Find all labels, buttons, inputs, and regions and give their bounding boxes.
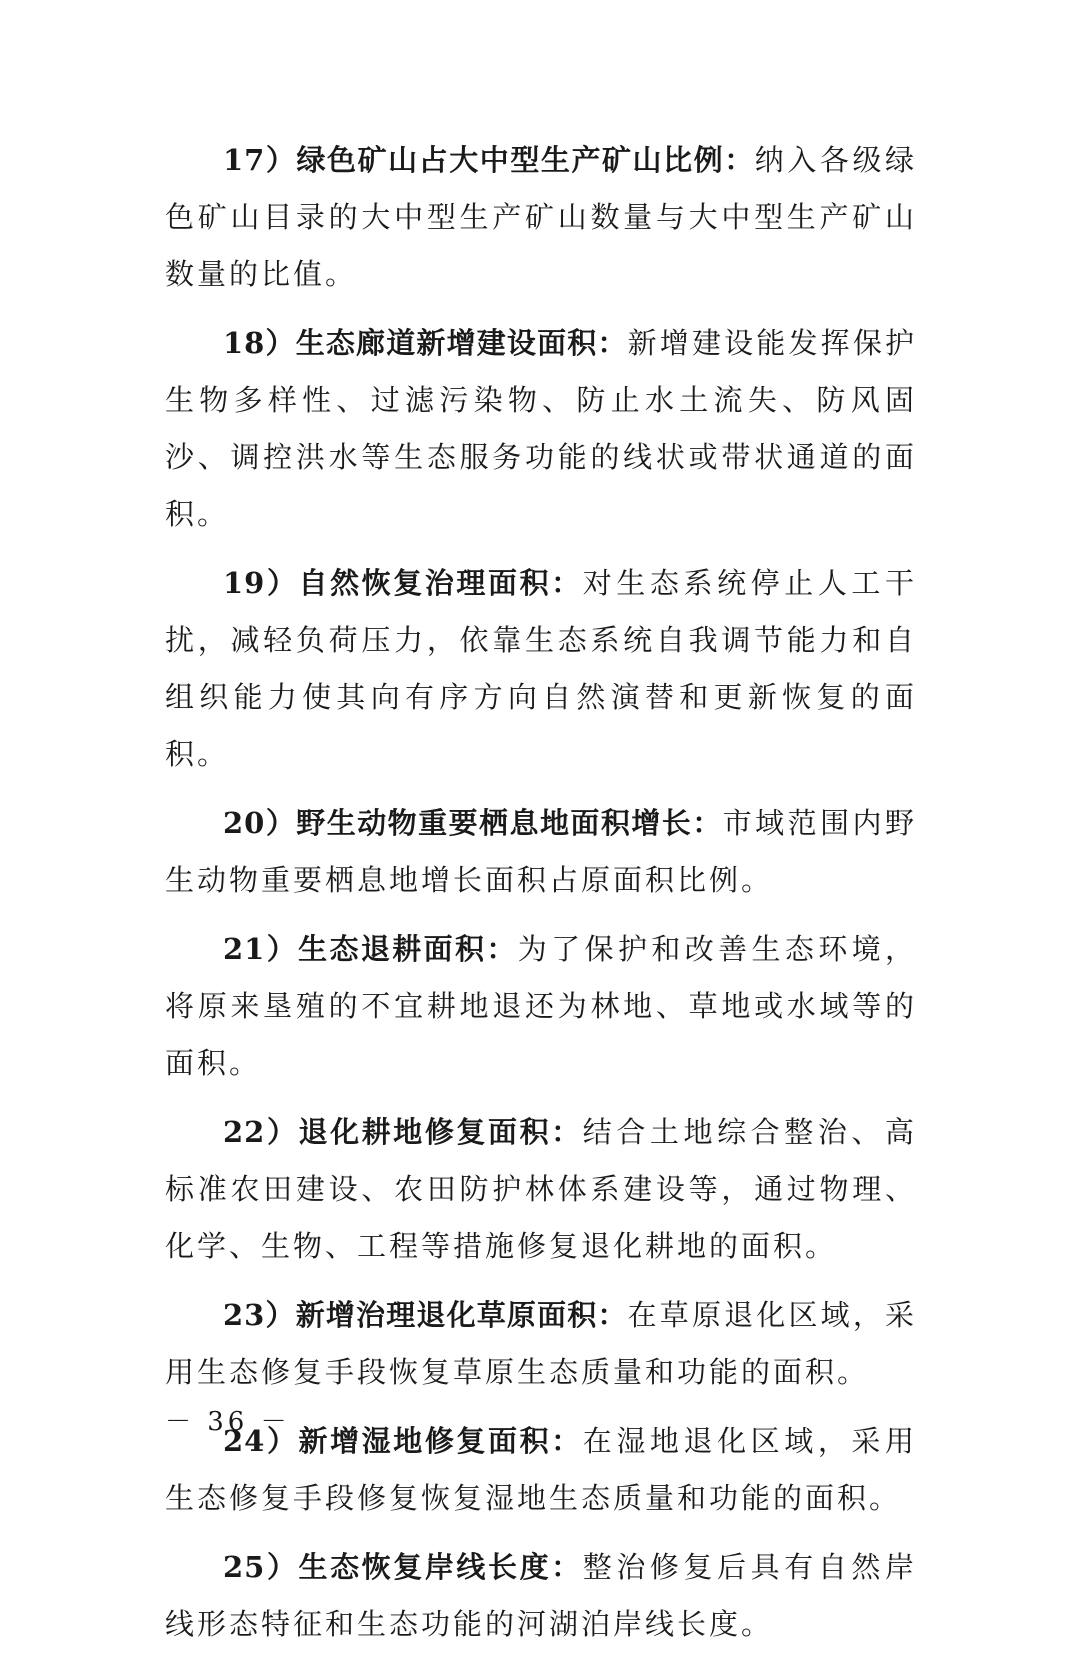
indicator-definition: 纳入各级绿色矿山目录的大中型生产矿山数量与大中型生产矿山数量的比值。 xyxy=(165,143,917,291)
indicator-entry-25 xyxy=(165,1539,917,1653)
indicator-definition: 结合土地综合整治、高标准农田建设、农田防护林体系建设等，通过物理、化学、生物、工程等措施修复退化耕地的面积。 xyxy=(165,1115,917,1263)
indicator-definition: 市域范围内野生动物重要栖息地增长面积占原面积比例。 xyxy=(165,806,917,897)
page-number: － 36 － xyxy=(165,1407,291,1437)
indicator-term: 21）生态退耕面积： xyxy=(223,932,518,966)
indicator-entry-21 xyxy=(165,921,917,1092)
indicator-entry-17 xyxy=(165,132,917,303)
indicator-entry-18 xyxy=(165,315,917,543)
indicator-term: 19）自然恢复治理面积： xyxy=(223,566,583,600)
indicator-entry-22 xyxy=(165,1104,917,1275)
indicator-term: 18）生态廊道新增建设面积： xyxy=(223,326,628,360)
indicator-definition: 在湿地退化区域，采用生态修复手段修复恢复湿地生态质量和功能的面积。 xyxy=(165,1424,917,1515)
indicator-definition: 整治修复后具有自然岸线形态特征和生态功能的河湖泊岸线长度。 xyxy=(165,1550,917,1641)
indicator-definition: 新增建设能发挥保护生物多样性、过滤污染物、防止水土流失、防风固沙、调控洪水等生态服务功能的线状或带状通道的面积。 xyxy=(165,326,917,531)
indicator-definition: 对生态系统停止人工干扰，减轻负荷压力，依靠生态系统自我调节能力和自组织能力使其向有序方向自然演替和更新恢复的面积。 xyxy=(165,566,917,771)
indicator-term: 22）退化耕地修复面积： xyxy=(223,1115,583,1149)
indicator-entry-23 xyxy=(165,1287,917,1401)
indicator-term: 25）生态恢复岸线长度： xyxy=(223,1550,583,1584)
indicator-entry-20 xyxy=(165,795,917,909)
indicator-term: 20）野生动物重要栖息地面积增长： xyxy=(223,806,723,840)
indicator-definition: 为了保护和改善生态环境，将原来垦殖的不宜耕地退还为林地、草地或水域等的面积。 xyxy=(165,932,917,1080)
indicator-term: 23）新增治理退化草原面积： xyxy=(223,1298,628,1332)
indicator-definition: 在草原退化区域，采用生态修复手段恢复草原生态质量和功能的面积。 xyxy=(165,1298,917,1389)
indicator-term: 17）绿色矿山占大中型生产矿山比例： xyxy=(223,143,755,177)
indicator-entry-19 xyxy=(165,555,917,783)
indicator-term: 24）新增湿地修复面积： xyxy=(223,1424,583,1458)
